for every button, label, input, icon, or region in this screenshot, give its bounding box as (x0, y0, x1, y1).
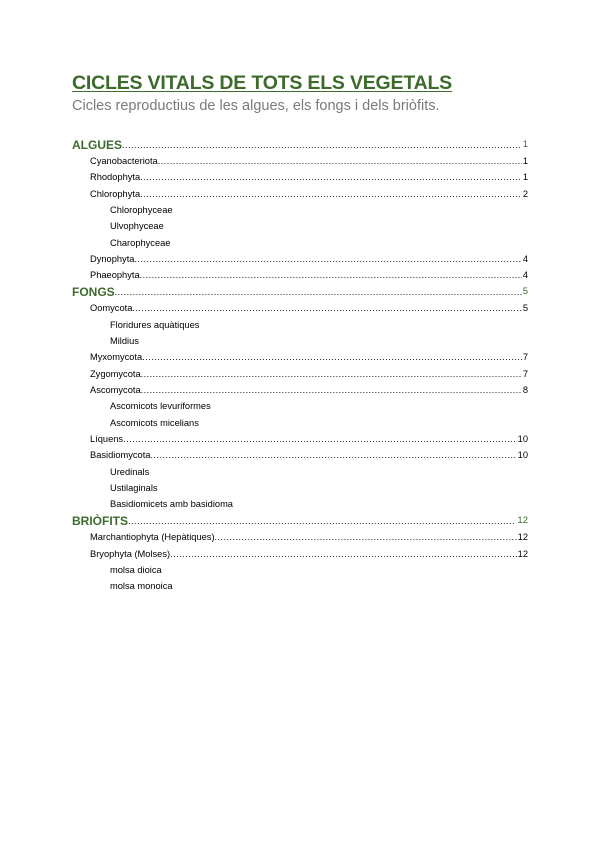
toc-section-heading[interactable] (72, 134, 528, 151)
toc-entry-label: Dynophyta (90, 254, 135, 264)
toc-page-number: 1 (522, 155, 528, 166)
toc-page-number: 2 (522, 188, 528, 199)
toc-subentry[interactable] (72, 396, 528, 412)
table-of-contents (72, 134, 528, 592)
toc-page-number: 1 (522, 172, 528, 183)
toc-entry-label: Ascomicots micelians (110, 417, 199, 428)
toc-entry-label: Cyanobacteriota (90, 155, 158, 166)
toc-entry-label: ALGUES (72, 137, 123, 152)
toc-entry-label: Basidiomycota (90, 450, 151, 461)
toc-entry-label: Myxomycota (90, 352, 143, 363)
toc-entry[interactable] (72, 249, 528, 265)
toc-entry-label: Floridures aquàtiques (110, 319, 200, 330)
toc-subentry[interactable] (72, 461, 528, 477)
toc-entry-label: molsa monoica (110, 581, 173, 592)
toc-dot-leader (142, 351, 522, 363)
toc-subentry[interactable] (72, 314, 528, 330)
toc-page-number: 10 (517, 450, 528, 461)
toc-dot-leader (132, 302, 521, 314)
toc-dot-leader (123, 433, 517, 445)
toc-page-number: 7 (522, 352, 528, 363)
toc-entry[interactable] (72, 265, 528, 281)
toc-entry-label: Ascomycota (90, 385, 141, 395)
toc-page-number: 1 (522, 138, 528, 150)
toc-subentry[interactable] (72, 478, 528, 494)
toc-dot-leader (141, 368, 522, 380)
toc-entry-label: Marchantiophyta (Hepàtiques) (90, 532, 215, 543)
toc-entry-label: Oomycota (90, 303, 133, 314)
toc-section-heading[interactable] (72, 281, 528, 298)
toc-dot-leader (134, 253, 521, 265)
toc-page-number: 4 (522, 270, 528, 281)
toc-subentry[interactable] (72, 560, 528, 576)
toc-dot-leader (215, 531, 517, 543)
toc-entry-label: Rhodophyta (90, 172, 141, 183)
toc-section-heading[interactable] (72, 510, 528, 527)
document-title: CICLES VITALS DE TOTS ELS VEGETALS (72, 72, 452, 94)
toc-page-number: 5 (522, 303, 528, 314)
toc-dot-leader (140, 269, 522, 281)
toc-entry[interactable] (72, 380, 528, 396)
toc-entry[interactable] (72, 151, 528, 167)
document-subtitle: Cicles reproductius de les algues, els fongs i dels briòfits. (72, 98, 440, 114)
toc-subentry[interactable] (72, 331, 528, 347)
toc-entry-label: Zygomycota (90, 368, 141, 379)
toc-page-number: 4 (522, 254, 528, 264)
toc-entry-label: Ulvophyceae (110, 221, 164, 232)
toc-page-number: 12 (517, 548, 528, 559)
toc-subentry[interactable] (72, 232, 528, 248)
toc-page-number: 5 (522, 285, 528, 297)
toc-dot-leader (115, 286, 522, 298)
toc-entry[interactable] (72, 445, 528, 461)
toc-entry[interactable] (72, 363, 528, 379)
toc-entry-label: Charophyceae (110, 237, 171, 248)
toc-dot-leader (158, 155, 522, 167)
toc-dot-leader (170, 548, 517, 560)
toc-page-number: 7 (522, 368, 528, 379)
toc-entry-label: BRIÒFITS (72, 514, 128, 528)
toc-entry-label: molsa dioica (110, 565, 162, 576)
toc-dot-leader (140, 188, 522, 200)
toc-entry-label: Ascomicots levuriformes (110, 401, 211, 412)
toc-entry-label: FONGS (72, 284, 115, 299)
toc-subentry[interactable] (72, 216, 528, 232)
toc-entry-label: Basidiomicets amb basidioma (110, 499, 233, 510)
toc-dot-leader (140, 171, 522, 183)
toc-entry[interactable] (72, 527, 528, 543)
toc-subentry[interactable] (72, 200, 528, 216)
toc-dot-leader (150, 449, 516, 461)
toc-dot-leader (141, 384, 522, 396)
toc-subentry[interactable] (72, 576, 528, 592)
toc-entry-label: Chlorophyceae (110, 204, 173, 215)
toc-subentry[interactable] (72, 412, 528, 428)
toc-entry-label: Bryophyta (Molses) (90, 548, 171, 559)
toc-entry[interactable] (72, 347, 528, 363)
toc-entry[interactable] (72, 183, 528, 199)
toc-entry-label: Ustilaginals (110, 483, 158, 494)
toc-dot-leader (122, 139, 522, 151)
toc-entry-label: Phaeophyta (90, 270, 140, 281)
toc-page-number: 8 (522, 385, 528, 395)
toc-subentry[interactable] (72, 494, 528, 510)
toc-page-number: 10 (517, 434, 528, 445)
toc-entry-label: Uredinals (110, 466, 150, 477)
toc-entry-label: Líquens (90, 434, 124, 445)
toc-page-number: 12 (517, 515, 528, 526)
toc-entry[interactable] (72, 298, 528, 314)
toc-entry-label: Mildius (110, 335, 139, 346)
toc-entry[interactable] (72, 543, 528, 559)
toc-entry-label: Chlorophyta (90, 188, 141, 199)
toc-entry[interactable] (72, 167, 528, 183)
toc-dot-leader (128, 515, 516, 527)
toc-page-number: 12 (517, 532, 528, 543)
toc-entry[interactable] (72, 429, 528, 445)
